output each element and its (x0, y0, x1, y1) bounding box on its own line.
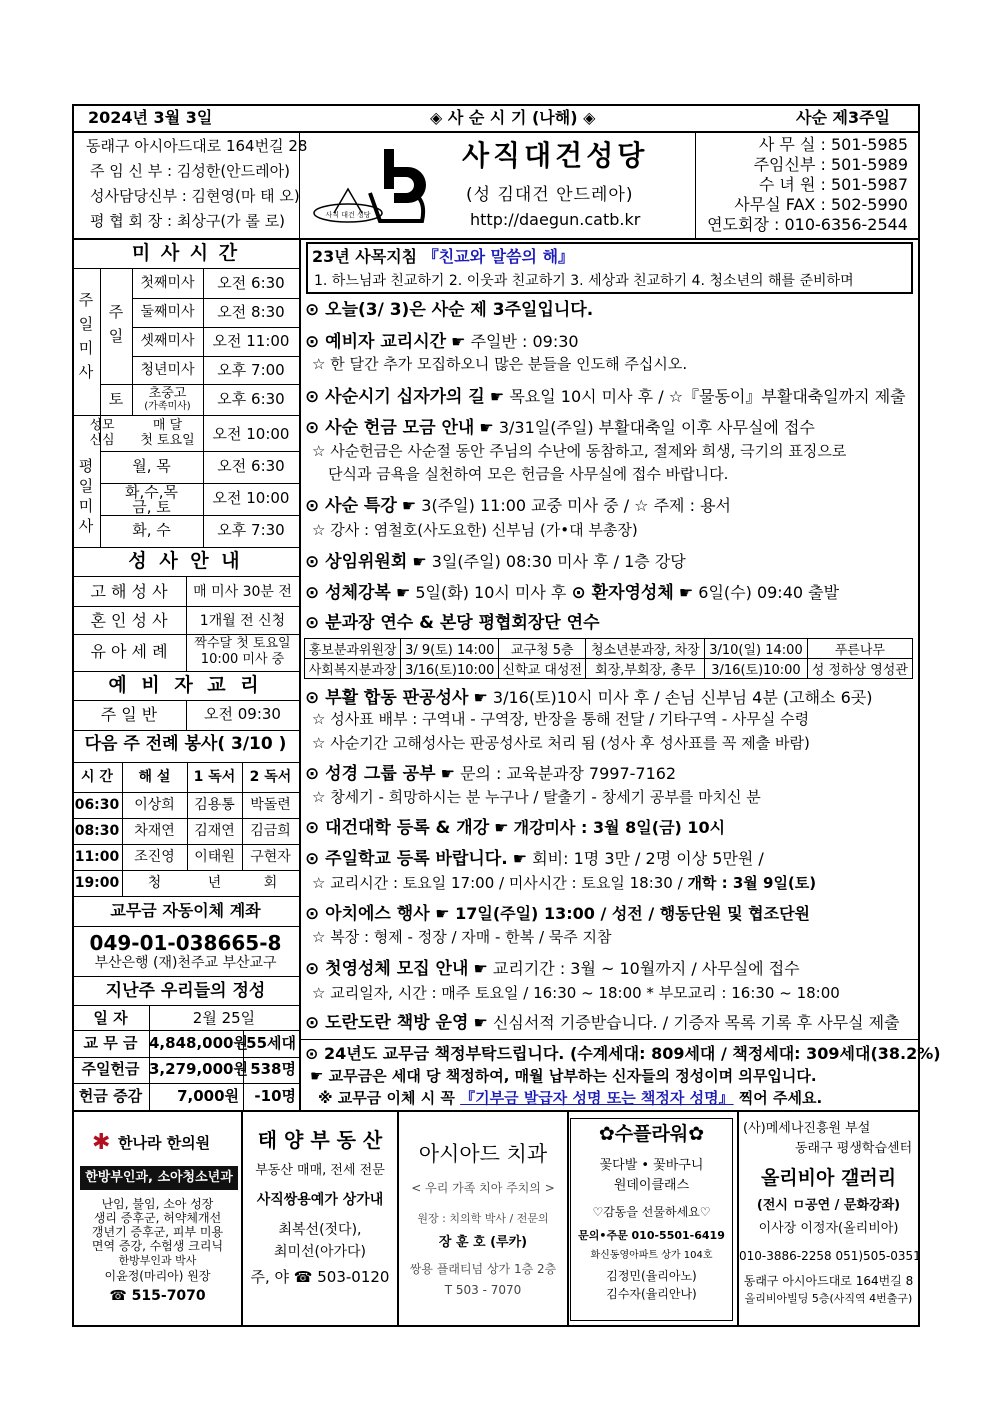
liturgy-row-time: 06:30 (74, 797, 120, 813)
liturgy-title: 다음 주 전례 봉사( 3/10 ) (84, 734, 287, 754)
ad-olivia-tel: 010-3886-2258 051)505-0351 (739, 1249, 921, 1263)
first-sat-label-c: 매 달 (152, 418, 183, 433)
tithe-label: 교 무 금 (83, 1034, 138, 1052)
first-sat-time: 오전 10:00 (212, 425, 290, 443)
phone-convent: 수 녀 원 : 501-5987 (758, 175, 908, 194)
training-cell: 3/10(일) 14:00 (705, 639, 807, 659)
ad-taeyang (243, 1112, 397, 1325)
phone-pastor: 주임신부 : 501-5989 (753, 155, 908, 174)
baptism-value-a: 짝수달 첫 토요일 (194, 636, 291, 651)
notice-tithe-sub1: ☛ 교무금은 세대 당 책정하여, 매월 납부하는 신자들의 정성이며 의무입니다. (310, 1067, 817, 1085)
offering-change-label: 헌금 증감 (78, 1087, 143, 1105)
first-sat-label-d: 첫 토요일 (140, 433, 195, 448)
catechumen-label: 주 일 반 (100, 705, 158, 724)
notice-catechumen-sub: ☆ 한 달간 추가 모집하오니 많은 분들을 인도해 주십시오. (312, 355, 688, 373)
notice-lent-lecture: ⊙ 사순 특강 ☛ 3(주일) 11:00 교중 미사 중 / ☆ 주제 : 용서 (305, 496, 731, 516)
weekday-mass-side: 평 일 미 사 (78, 457, 94, 535)
ad-hannara (74, 1112, 241, 1325)
ad-hannara-line: 이윤정(마리아) 원장 (104, 1269, 211, 1283)
ad-flower-line: ♡감동을 선물하세요♡ (592, 1205, 711, 1219)
offering-change-count: -10명 (254, 1087, 296, 1105)
ad-taeyang-line: 부동산 매매, 전세 전문 (255, 1163, 385, 1178)
ad-flower-line: 꽃다발 • 꽃바구니 (599, 1158, 704, 1173)
liturgy-row-reader1: 김용통 (194, 797, 235, 813)
ad-olivia-name: 올리비아 갤러리 (760, 1167, 897, 1189)
mass-2-time: 오전 8:30 (217, 303, 285, 321)
ad-dental-addr: 쌍용 플래티넘 상가 1층 2층 (409, 1262, 557, 1276)
training-cell: 회장,부회장, 총무 (586, 659, 705, 679)
notice-tithe-request: ⊙ 24년도 교무금 책정부탁드립니다. (수계세대: 809세대 / 책정세대: 309세대(38.2%) (305, 1044, 941, 1063)
liturgy-head-reading2: 2 독서 (249, 769, 292, 785)
liturgy-row-youth-2: 년 (207, 875, 222, 891)
ad-olivia-line: (사)메세나진흥원 부설 (743, 1121, 871, 1136)
notice-lent-sunday: ⊙ 오늘(3/ 3)은 사순 제 3주일입니다. (305, 300, 594, 320)
training-cell: 청소년분과장, 차장 (586, 639, 705, 659)
ad-asiad-dental (399, 1112, 567, 1325)
notice-sunday-school: ⊙ 주일학교 등록 바랍니다. ☛ 회비: 1명 3만 / 2명 이상 5만원 / (305, 849, 764, 869)
notice-lent-offering-sub1: ☆ 사순헌금은 사순절 동안 주님의 수난에 동참하고, 절제와 희생, 극기의 표징으로 (312, 442, 847, 460)
training-cell: 3/16(토)10:00 (401, 659, 499, 679)
ad-olivia-addr: 동래구 아시아드대로 164번길 8 (743, 1274, 914, 1288)
notice-acies-sub: ☆ 복장 : 형제 - 정장 / 자매 - 한복 / 묵주 지참 (312, 928, 612, 946)
training-cell: 교구청 5층 (499, 639, 586, 659)
training-cell: 사회복지분과장 (305, 659, 401, 679)
ad-dental-slogan: < 우리 가족 치아 주치의 > (411, 1181, 555, 1195)
parish-address: 동래구 아시아드대로 164번길 28 (86, 137, 308, 155)
ad-hannara-line: 갱년기 증후군, 피부 미용 (91, 1225, 224, 1239)
sacraments-title: 성 사 안 내 (128, 550, 243, 572)
guideline-items: 1. 하느님과 친교하기 2. 이웃과 친교하기 3. 세상과 친교하기 4. 청소년의 해를 준비하며 (314, 273, 854, 289)
weekday-1-days: 월, 목 (132, 457, 171, 475)
pastor: 주 임 신 부 : 김성한(안드레아) (90, 162, 290, 180)
ad-hannara-line: 면역 증강, 수험생 크리닉 (91, 1239, 224, 1253)
mass-table (72, 268, 299, 547)
mass-1-time: 오전 6:30 (217, 274, 285, 292)
sat-mass-note: (가족미사) (144, 401, 191, 412)
liturgy-row-time: 08:30 (74, 823, 120, 839)
ad-hannara-name: 한나라 한의원 (118, 1134, 211, 1152)
mass-3-label: 셋째미사 (140, 333, 195, 349)
ad-taeyang-tel: 주, 야 ☎ 503-0120 (250, 1268, 390, 1286)
training-cell: 신학교 대성전 (499, 659, 586, 679)
notice-tithe-sub2: ※ 교무금 이체 시 꼭 『기부금 발급자 성명 또는 책정자 성명』 찍어 주세요. (318, 1089, 823, 1107)
notice-acies: ⊙ 아치에스 행사 ☛ 17일(주일) 13:00 / 성전 / 행동단원 및 협조단원 (305, 904, 810, 924)
liturgy-row-youth-1: 청 (147, 875, 162, 891)
weekday-2-days-a: 화,수,목 (124, 483, 178, 501)
confession-value: 매 미사 30분 전 (193, 584, 292, 600)
ad-dental-title: 원장 : 치의학 박사 / 전문의 (417, 1212, 549, 1225)
liturgy-head-reading1: 1 독서 (193, 769, 236, 785)
liturgy-row-time: 19:00 (74, 875, 120, 891)
phone-yeondo: 연도회장 : 010-6356-2544 (707, 215, 908, 234)
sunday-offering-amount: 3,279,000원 (149, 1060, 248, 1078)
mass-3-time: 오전 11:00 (212, 332, 290, 350)
confession-label: 고 해 성 사 (90, 582, 168, 601)
marriage-value: 1개월 전 신청 (199, 613, 286, 629)
weekday-2-time: 오전 10:00 (212, 489, 290, 507)
last-week-title: 지난주 우리들의 정성 (105, 981, 266, 1001)
training-cell: 3/16(토)10:00 (705, 659, 807, 679)
ad-flower-line: 원데이클래스 (613, 1178, 690, 1193)
notice-catechumen: ⊙ 예비자 교리시간 ☛ 주일반 : 09:30 (305, 332, 579, 352)
baptism-value-b: 10:00 미사 중 (200, 652, 285, 667)
ad-flower-line: 문의•주문 010-5501-6419 (578, 1229, 725, 1242)
notice-stations: ⊙ 사순시기 십자가의 길 ☛ 목요일 10시 미사 후 / ☆『물동이』부활대축일까지 제출 (305, 387, 906, 407)
ad-olivia-sub: (전시 ㅁ공연 / 문화강좌) (756, 1198, 901, 1213)
notice-committee: ⊙ 상임위원회 ☛ 3일(주일) 08:30 미사 후 / 1층 강당 (305, 552, 686, 572)
transfer-title: 교무금 자동이체 계좌 (110, 901, 261, 920)
flower-icon: ✱ (92, 1130, 111, 1155)
ad-hannara-line: 한방부인과 박사 (118, 1254, 197, 1267)
logo-text: 사직 대건 성당 (325, 211, 371, 219)
ad-flower-line: 김수자(율리안나) (606, 1287, 697, 1301)
ad-flower-line: 김정민(율리아노) (606, 1269, 697, 1283)
sunday-label: 주 일 (108, 303, 124, 345)
ad-taeyang-line: 최복선(젓다), (278, 1222, 362, 1238)
ad-taeyang-line: 최미선(아가다) (273, 1244, 367, 1260)
ad-olivia-line: 동래구 평생학습센터 (795, 1141, 913, 1156)
liturgy-head-time: 시 간 (81, 769, 113, 785)
notice-bible-study-sub: ☆ 창세기 - 희망하시는 분 누구나 / 탈출기 - 창세기 공부를 마치신 분 (312, 788, 761, 806)
parish-patron: (성 김대건 안드레아) (466, 185, 634, 205)
liturgy-row-commentator: 차재연 (134, 823, 175, 839)
sunday-mass-side: 주 일 미 사 (78, 291, 94, 381)
offering-date: 2월 25일 (192, 1009, 256, 1027)
tithe-amount: 4,848,000원 (149, 1034, 248, 1052)
notice-easter-confession-sub2: ☆ 사순기간 고해성사는 판공성사로 처리 됨 (성사 후 성사표를 꼭 제출 바람) (312, 734, 810, 752)
ad-olivia (739, 1112, 921, 1325)
liturgy-row-commentator: 조진영 (134, 849, 175, 865)
ad-taeyang-name: 태 양 부 동 산 (257, 1128, 383, 1152)
ad-hannara-line: 난임, 불임, 소아 성장 (101, 1197, 214, 1211)
liturgy-row-youth-3: 회 (263, 875, 278, 891)
training-table (304, 638, 913, 679)
ad-olivia-addr: 올리비아빌딩 5층(사직역 4번출구) (744, 1292, 913, 1305)
notice-benediction: ⊙ 성체강복 ☛ 5일(화) 10시 미사 후 ⊙ 환자영성체 ☛ 6일(수) 09:40 출발 (305, 583, 840, 603)
phone-fax: 사무실 FAX : 502-5990 (734, 195, 908, 214)
training-cell: 홍보분과위원장 (305, 639, 401, 659)
parish-name: 사직대건성당 (462, 139, 649, 172)
ad-dental-tel: T 503 - 7070 (444, 1283, 522, 1297)
weekday-2-days-b: 금, 토 (132, 498, 171, 516)
training-cell: 3/ 9(토) 14:00 (401, 639, 499, 659)
baptism-label: 유 아 세 례 (90, 642, 168, 661)
liturgy-row-reader1: 김재연 (194, 823, 235, 839)
header-season: ◈ 사 순 시 기 (나해) ◈ (430, 108, 596, 127)
notice-daegun-college: ⊙ 대건대학 등록 & 개강 ☛ 개강미사 : 3월 8일(금) 10시 (305, 818, 726, 838)
ad-olivia-owner: 이사장 이정자(올리비아) (758, 1221, 899, 1236)
ad-hannara-line: 생리 증후군, 허약체개선 (93, 1211, 222, 1225)
liturgy-row-reader1: 이태원 (194, 849, 235, 865)
notice-bookroom: ⊙ 도란도란 책방 운영 ☛ 신심서적 기증받습니다. / 기증자 목록 기록 후 사무실 제출 (305, 1013, 900, 1033)
mass-title: 미 사 시 간 (131, 242, 240, 264)
notice-lent-offering-sub2: 단식과 금욕을 실천하여 모은 헌금을 사무실에 접수 바랍니다. (328, 465, 729, 483)
sat-mass-time: 오후 6:30 (217, 390, 285, 408)
notice-training: ⊙ 분과장 연수 & 본당 평협회장단 연수 (305, 613, 600, 633)
sat-mass-label: 초중고 (148, 386, 187, 401)
liturgy-row-commentator: 이상희 (134, 797, 175, 813)
ad-hannara-tel: ☎ 515-7070 (109, 1288, 206, 1304)
marriage-label: 혼 인 성 사 (90, 611, 168, 630)
notice-easter-confession: ⊙ 부활 합동 판공성사 ☛ 3/16(토)10시 미사 후 / 손님 신부님 4분 (고해소 6곳) (305, 688, 873, 708)
mass-1-label: 첫째미사 (140, 275, 195, 291)
training-cell: 푸른나무 (807, 639, 912, 659)
liturgy-row-time: 11:00 (74, 849, 120, 865)
ad-flower-line: 화신동영아파트 상가 104호 (590, 1250, 713, 1261)
ad-hannara-dept: 한방부인과, 소아청소년과 (85, 1170, 233, 1185)
catechumen-time: 오전 09:30 (204, 705, 281, 723)
mass-2-label: 둘째미사 (140, 304, 195, 320)
notice-easter-confession-sub1: ☆ 성사표 배부 : 구역내 - 구역장, 반장을 통해 전달 / 기타구역 - 사무실 수령 (312, 710, 810, 728)
offering-date-label: 일 자 (93, 1009, 128, 1027)
first-sat-label-a: 성모 (89, 418, 115, 433)
liturgy-row-reader2: 구현자 (250, 849, 291, 865)
offering-change-amount: 7,000원 (177, 1087, 239, 1105)
parish-url[interactable]: http://daegun.catb.kr (470, 210, 641, 229)
saturday-label: 토 (108, 390, 124, 408)
ad-flower (570, 1118, 733, 1321)
sunday-offering-count: 538명 (250, 1060, 296, 1078)
first-sat-label-b: 신심 (89, 433, 115, 448)
liturgy-row-reader2: 박돌련 (250, 797, 291, 813)
weekday-3-time: 오후 7:30 (217, 521, 285, 539)
parish-logo (310, 143, 432, 227)
phone-office: 사 무 실 : 501-5985 (758, 135, 908, 154)
guideline-lead: 23년 사목지침 『친교와 말씀의 해』 (312, 247, 575, 266)
assistant-priest: 성사담당신부 : 김현영(마 태 오) (90, 187, 300, 205)
liturgy-row-reader2: 김금희 (250, 823, 291, 839)
header-date: 2024년 3월 3일 (88, 108, 213, 127)
notice-bible-study: ⊙ 성경 그룹 공부 ☛ 문의 : 교육분과장 7997-7162 (305, 764, 677, 784)
tithe-count: 55세대 (246, 1034, 296, 1052)
training-cell: 성 정하상 영성관 (807, 659, 912, 679)
notice-first-communion: ⊙ 첫영성체 모집 안내 ☛ 교리기간 : 3월 ~ 10월까지 / 사무실에 접수 (305, 959, 800, 979)
mass-4-time: 오후 7:00 (217, 361, 285, 379)
ad-taeyang-line: 사직쌍용예가 상가내 (256, 1192, 384, 1208)
header-week: 사순 제3주일 (796, 108, 890, 127)
liturgy-table (72, 762, 299, 896)
notice-first-communion-sub: ☆ 교리일자, 시간 : 매주 토요일 / 16:30 ~ 18:00 * 부모교리 : 16:30 ~ 18:00 (312, 984, 840, 1002)
weekday-3-days: 화, 수 (132, 521, 171, 539)
notice-sunday-school-sub: ☆ 교리시간 : 토요일 17:00 / 미사시간 : 토요일 18:30 / 개학 : 3월 9일(토) (312, 874, 817, 892)
ad-dental-name: 아시아드 치과 (418, 1142, 548, 1166)
notice-lent-offering: ⊙ 사순 헌금 모금 안내 ☛ 3/31일(주일) 부활대축일 이후 사무실에 접수 (305, 418, 815, 438)
liturgy-head-commentator: 해 설 (138, 769, 171, 785)
weekday-1-time: 오전 6:30 (217, 457, 285, 475)
ad-dental-doctor: 장 훈 호 (루카) (438, 1235, 528, 1250)
bank-name: 부산은행 (재)천주교 부산교구 (94, 955, 277, 971)
ad-flower-name: ✿수플라워✿ (598, 1123, 705, 1145)
council-president: 평 협 회 장 : 최상구(가 롤 로) (90, 212, 286, 230)
sunday-offering-label: 주일헌금 (81, 1060, 140, 1078)
notice-lent-lecture-sub: ☆ 강사 : 염철호(사도요한) 신부님 (가•대 부총장) (312, 521, 638, 539)
catechumen-title: 예 비 자 교 리 (108, 674, 263, 696)
mass-4-label: 청년미사 (140, 362, 195, 378)
account-number: 049-01-038665-8 (89, 931, 282, 955)
